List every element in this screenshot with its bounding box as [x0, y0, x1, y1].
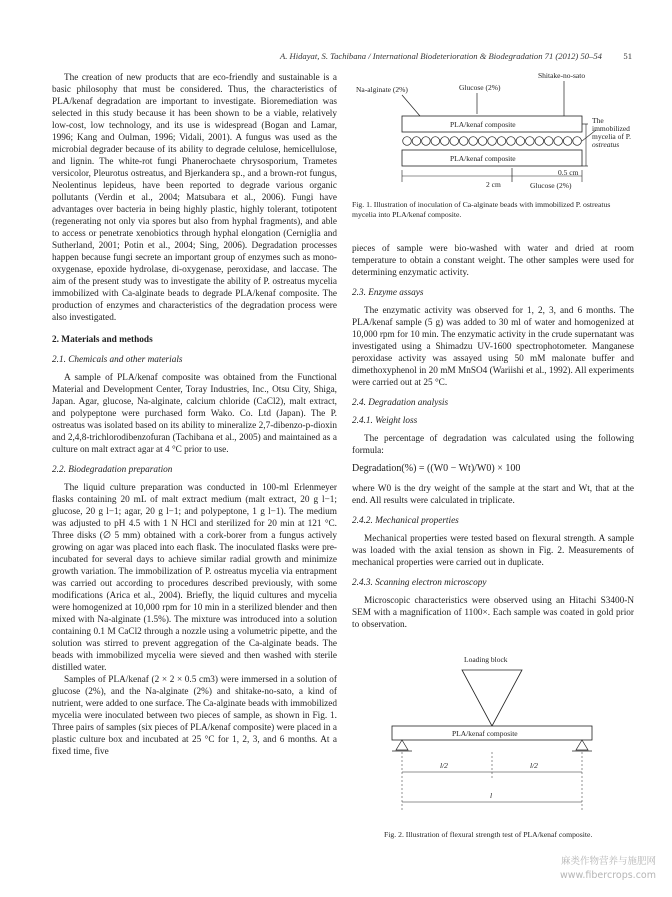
fig1-composite-bottom-label: PLA/kenaf composite	[450, 154, 516, 163]
alginate-bead	[450, 137, 459, 146]
figure-2-caption: Fig. 2. Illustration of flexural strength test of PLA/kenaf composite.	[384, 830, 593, 839]
subsection-heading-degradation: 2.4. Degradation analysis	[352, 398, 449, 408]
right-column	[352, 243, 634, 631]
weight-loss-paragraph: The percentage of degradation was calculated using the following formula:	[352, 434, 634, 456]
fig1-glucose-top-label: Glucose (2%)	[459, 83, 501, 92]
alginate-bead	[573, 137, 582, 146]
alginate-bead	[403, 137, 412, 146]
fig2-right-half-label: l/2	[530, 761, 538, 770]
fig1-bead-row	[403, 137, 582, 146]
journal-citation: A. Hidayat, S. Tachibana / International Biodeterioration & Biodegradation 71 (2012) 50–54	[280, 51, 602, 61]
fig2-loading-block	[462, 670, 522, 726]
degradation-formula: Degradation(%) = ((W0 − Wt)/W0) × 100	[352, 463, 521, 474]
fig2-left-half-label: l/2	[440, 761, 448, 770]
alginate-bead	[516, 137, 525, 146]
subsection-heading-chemicals: 2.1. Chemicals and other materials	[52, 355, 183, 365]
alginate-bead	[535, 137, 544, 146]
biodegradation-paragraph: The liquid culture preparation was conducted in 100-ml Erlenmeyer flasks containing 20 mL of malt extract medium (malt extract, 20 g l−1; glucose, 20 g l−1; agar, 20 g l−1; and polypeptone, 1 g l−1). The medium was adjusted to pH 4.5 with 1 N HCl and sterilized for 20 min at 121 °C. Three disks (∅ 5 mm) obtained with a cork-borer from a fungus actively growing on agar was placed into each flask. The inoculated flasks were pre-incubated for several days to achieve similar radial growth and minimize growth variation. The immobilization of P. ostreatus mycelia via entrapment was carried out according to procedures described previously, with some modifications (Arica et al., 2004). Briefly, the liquid cultures and mycelia were homogenized at 10,000 rpm for 10 min in a sterilized blender and then mixed with Na-alginate (1.5%). The mixture was introduced into a solution containing 0.1 M CaCl2 through a nozzle using a volumetric pipette, and the solution was stirred to prevent aggregation of the Ca-alginate beads. The beads with immobilized mycelia were sieved and then washed with sterile distilled water.	[52, 483, 337, 673]
alginate-bead	[507, 137, 516, 146]
alginate-bead	[554, 137, 563, 146]
fig2-span-label: l	[490, 791, 493, 800]
fig1-mycelia-label-4: ostreatus	[592, 140, 620, 149]
formula-explanation: where W0 is the dry weight of the sample at the start and Wt, that at the end. All results were calculated in triplicate.	[352, 484, 634, 506]
fig2-composite-label: PLA/kenaf composite	[452, 729, 518, 738]
sem-paragraph: Microscopic characteristics were observed using an Hitachi S3400-N SEM with a magnification of 1100×. Each sample was coated in gold prior to observation.	[352, 596, 634, 630]
subsection-heading-weight-loss: 2.4.1. Weight loss	[352, 416, 418, 426]
enzyme-paragraph: The enzymatic activity was observed for 1, 2, 3, and 6 months. The PLA/kenaf sample (5 g) was added to 30 ml of water and homogenized at 10,000 rpm for 10 min. The enzymatic activity in the crude supernatant was investigated using a Shimadzu UV-1600 spectrophotometer. Manganese peroxidase activity was assayed using 50 mM malonate buffer and dimethoxyphenol in 20 mM MnSO4 (Wariishi et al., 1992). All experiments were carried out at 25 °C.	[352, 306, 634, 388]
mechanical-paragraph: Mechanical properties were tested based on flexural strength. A sample was loaded with the axial tension as shown in Fig. 2. Measurements of mechanical properties were carried out in duplicate.	[352, 534, 634, 568]
alginate-bead	[497, 137, 506, 146]
alginate-bead	[478, 137, 487, 146]
alginate-bead	[459, 137, 468, 146]
fig1-na-alginate-label: Na-alginate (2%)	[356, 85, 408, 94]
figure-1-diagram	[352, 70, 634, 220]
alginate-bead	[563, 137, 572, 146]
fig2-right-support	[576, 740, 588, 750]
fig1-arrow-na	[402, 95, 420, 116]
fig1-glucose-bottom-label: Glucose (2%)	[530, 181, 572, 190]
figure-2-diagram	[352, 650, 634, 825]
alginate-bead	[431, 137, 440, 146]
watermark-chinese: 麻类作物营养与施肥网	[560, 856, 656, 867]
subsection-heading-sem: 2.4.3. Scanning electron microscopy	[352, 578, 487, 588]
fig1-shitake-label: Shitake-no-sato	[538, 71, 586, 80]
subsection-heading-enzyme-assays: 2.3. Enzyme assays	[352, 288, 424, 298]
fig2-left-support	[396, 740, 408, 750]
alginate-bead	[422, 137, 431, 146]
alginate-bead	[469, 137, 478, 146]
fig1-composite-top-label: PLA/kenaf composite	[450, 120, 516, 129]
alginate-bead	[412, 137, 421, 146]
fig1-width-label: 2 cm	[486, 180, 501, 189]
samples-paragraph: Samples of PLA/kenaf (2 × 2 × 0.5 cm3) were immersed in a solution of glucose (2%), and the Na-alginate (2%) and shitake-no-sato, a kind of nutrient, were added to one surface. The Ca-alginate beads with immobilized mycelia were inoculated between two pieces of sample, as shown in Fig. 1. Three pairs of samples (six pieces of PLA/kenaf composite) were placed in a plastic culture box and incubated at 25 °C for 1, 2, 3, and 6 months. At a fixed time, five	[52, 675, 337, 757]
fig2-loading-block-label: Loading block	[464, 655, 508, 664]
watermark-url: www.fibercrops.com	[559, 870, 656, 881]
alginate-bead	[488, 137, 497, 146]
figure-1-caption: Fig. 1. Illustration of inoculation of Ca-alginate beads with immobilized P. ostreatus mycelia into PLA/kenaf composite.	[352, 200, 611, 219]
fig1-mycelia-label-2: immobilized	[592, 124, 630, 133]
continuation-paragraph: pieces of sample were bio-washed with water and dried at room temperature to obtain a constant weight. The other samples were used for determining enzymatic activity.	[352, 244, 634, 278]
intro-paragraph: The creation of new products that are eco-friendly and sustainable is a basic philosophy that must be considered. Thus, the characteristics of PLA/kenaf degradation are important to investigate. Bioremediation was selected in this study because it has been shown to be a viable, relatively low-cost, low technology, and its use is widespread (Bogan and Lamar, 1996; Kang and Oulman, 1996; Vidali, 2001). A fungus was used as the microbial degrader because of its ability to degrade celulose, hemicellulose, and lignin. The white-rot fungi Phanerochaete chrysosporium, Trametes versicolor, Pleurotus ostreatus, and Bjerkandera sp., and a brown-rot fungus, Neolentinus lepideus, have been reported to degrade various organic pollutants (Verdin et al., 2004; Matsubara et al., 2006). Fungi have advantages over bacteria in being highly plastic, highly tolerant, totipotent (regenerating not only via spores but also from hyphal fragments), and able to access or penetrate xenobiotics through hyphal elongation (Cerniglia and Sutherland, 2001; Potin et al., 2004; Sing, 2006). Degradation processes happen because fungi secrete an important group of enzymes such as mono-oxygenase, epoxide hydrolase, di-oxygenase, peroxidase, and laccase. The aim of the present study was to investigate the ability of P. ostreatus mycelia immobilized with Ca-alginate beads to degrade PLA/kenaf composite. The production of enzymes and characteristics of the degradation process were also investigated.	[52, 73, 337, 323]
page-number: 51	[623, 51, 632, 61]
alginate-bead	[526, 137, 535, 146]
subsection-heading-mechanical: 2.4.2. Mechanical properties	[352, 516, 459, 526]
chemicals-paragraph: A sample of PLA/kenaf composite was obtained from the Functional Material and Development Center, Toray Industries, Inc., Otsu City, Shiga, Japan. Agar, glucose, Na-alginate, calcium chloride (CaCl2), malt extract, and polypeptone were purchased form Wako. Co. Ltd (Japan). The P. ostreatus was isolated based on its ability to mineralize 2,7-dibenzo-p-dioxin and 2,4,8-trichlorodibenzofuran (Tachibana et al., 2005) and maintained as a culture on malt extract agar at 4 °C prior to use.	[52, 373, 337, 455]
left-column	[52, 72, 337, 758]
alginate-bead	[441, 137, 450, 146]
alginate-bead	[544, 137, 553, 146]
subsection-heading-biodegradation: 2.2. Biodegradation preparation	[52, 465, 173, 475]
fig1-thickness-label: 0.5 cm	[558, 168, 579, 177]
section-heading-materials-methods: 2. Materials and methods	[52, 335, 153, 345]
fig1-mycelia-label-1: The	[592, 116, 604, 125]
fig1-mycelia-label-3: mycelia of P.	[592, 132, 631, 141]
